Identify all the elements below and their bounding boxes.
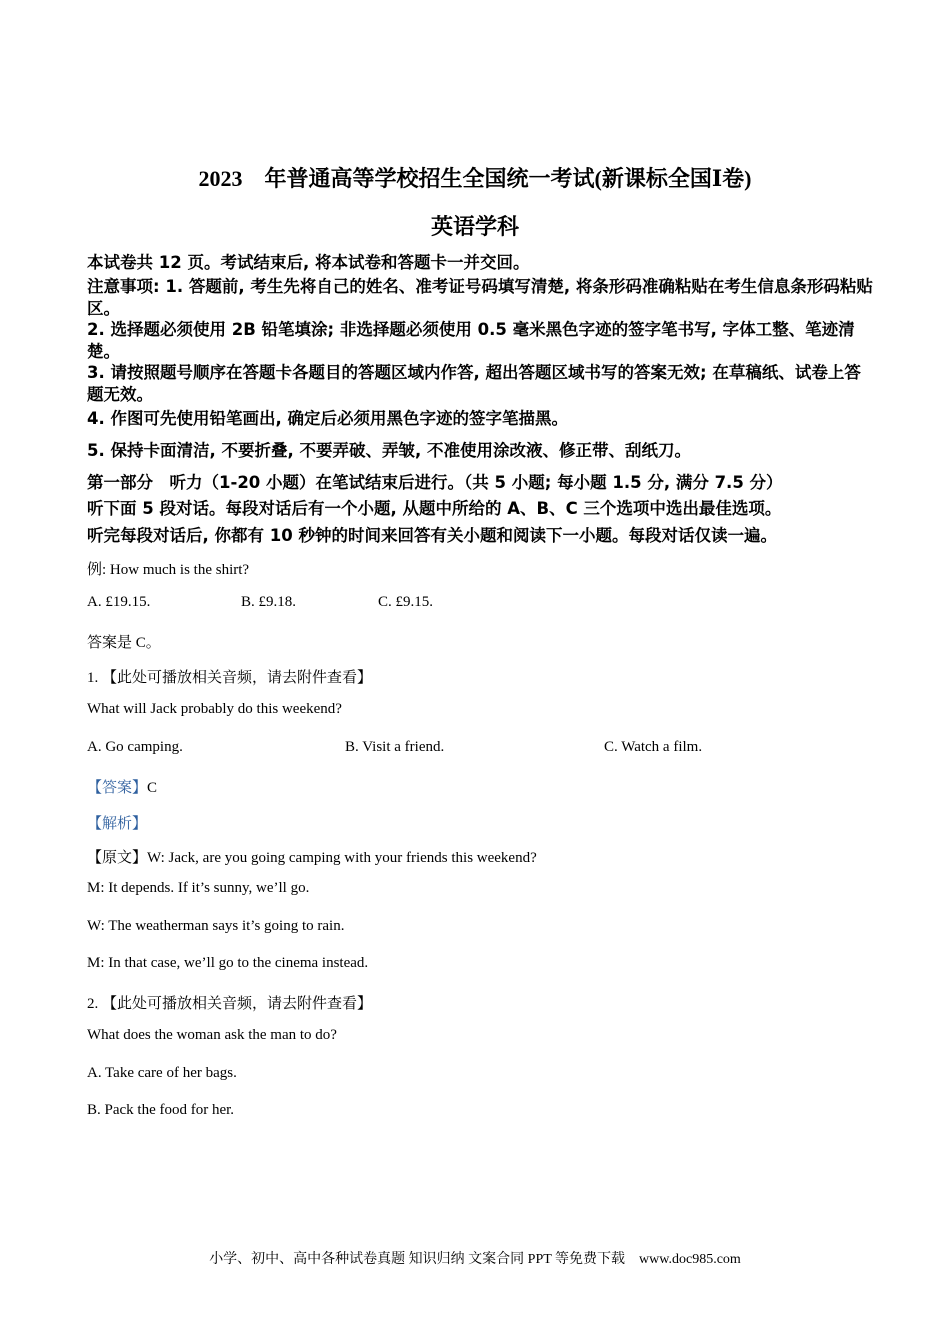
q1-answer-label: 【答案】 (87, 780, 148, 796)
q2-option-b: B. Pack the food for her. (87, 1102, 235, 1118)
q1-analysis-label: 【解析】 (87, 816, 148, 832)
page-footer: 小学、初中、高中各种试卷真题 知识归纳 文案合同 PPT 等免费下载 www.doc985.com (209, 1252, 741, 1267)
example-option-b: B. £9.18. (241, 594, 297, 610)
notice-item-5: 5. 保持卡面清洁, 不要折叠, 不要弄破、弄皱, 不准使用涂改液、修正带、刮纸刀。 (87, 441, 692, 460)
q1-option-a: A. Go camping. (87, 739, 183, 755)
example-question: 例: How much is the shirt? (87, 562, 250, 578)
notice-pages: 本试卷共 12 页。考试结束后, 将本试卷和答题卡一并交回。 (87, 253, 530, 272)
q1-option-c: C. Watch a film. (604, 739, 703, 755)
q2-audio-placeholder: 2. 【此处可播放相关音频，请去附件查看】 (87, 996, 373, 1012)
notice-item-3: 3. 请按照题号顺序在答题卡各题目的答题区域内作答, 超出答题区域书写的答案无效; 在草稿纸、试卷上答题无效。 (87, 363, 861, 404)
q2-option-a: A. Take care of her bags. (87, 1065, 237, 1081)
page-title: 2023 年普通高等学校招生全国统一考试(新课标全国Ⅰ卷) (198, 166, 752, 191)
notice-item-4: 4. 作图可先使用铅笔画出, 确定后必须用黑色字迹的签字笔描黑。 (87, 409, 569, 428)
section-heading: 第一部分 听力（1-20 小题）在笔试结束后进行。（共 5 小题; 每小题 1.5 分, 满分 7.5 分） (87, 473, 783, 492)
notice-item-2: 2. 选择题必须使用 2B 铅笔填涂; 非选择题必须使用 0.5 毫米黑色字迹的签字笔书写, 字体工整、笔迹清楚。 (87, 320, 855, 361)
q1-transcript-line: M: It depends. If it’s sunny, we’ll go. (87, 880, 310, 896)
page-subtitle: 英语学科 (430, 215, 519, 240)
example-option-a: A. £19.15. (87, 594, 151, 610)
section-instruction-1: 听下面 5 段对话。每段对话后有一个小题, 从题中所给的 A、B、C 三个选项中选出最佳选项。 (87, 499, 782, 518)
example-answer: 答案是 C。 (87, 635, 161, 651)
q1-question: What will Jack probably do this weekend? (87, 701, 342, 717)
q1-answer (87, 776, 157, 797)
q1-option-b: B. Visit a friend. (345, 739, 445, 755)
q1-answer-value: C (147, 780, 158, 796)
q2-question: What does the woman ask the man to do? (87, 1027, 337, 1043)
q1-transcript-line: 【原文】W: Jack, are you going camping with your friends this weekend? (87, 850, 537, 866)
q1-transcript-line: M: In that case, we’ll go to the cinema instead. (87, 955, 369, 971)
q1-transcript-line: W: The weatherman says it’s going to rain. (87, 918, 345, 934)
section-instruction-2: 听完每段对话后, 你都有 10 秒钟的时间来回答有关小题和阅读下一小题。每段对话仅读一遍。 (87, 526, 777, 545)
q1-audio-placeholder: 1. 【此处可播放相关音频，请去附件查看】 (87, 670, 373, 686)
notice-item-1: 注意事项: 1. 答题前, 考生先将自己的姓名、准考证号码填写清楚, 将条形码准确粘贴在考生信息条形码粘贴区。 (87, 277, 873, 318)
example-option-c: C. £9.15. (378, 594, 434, 610)
